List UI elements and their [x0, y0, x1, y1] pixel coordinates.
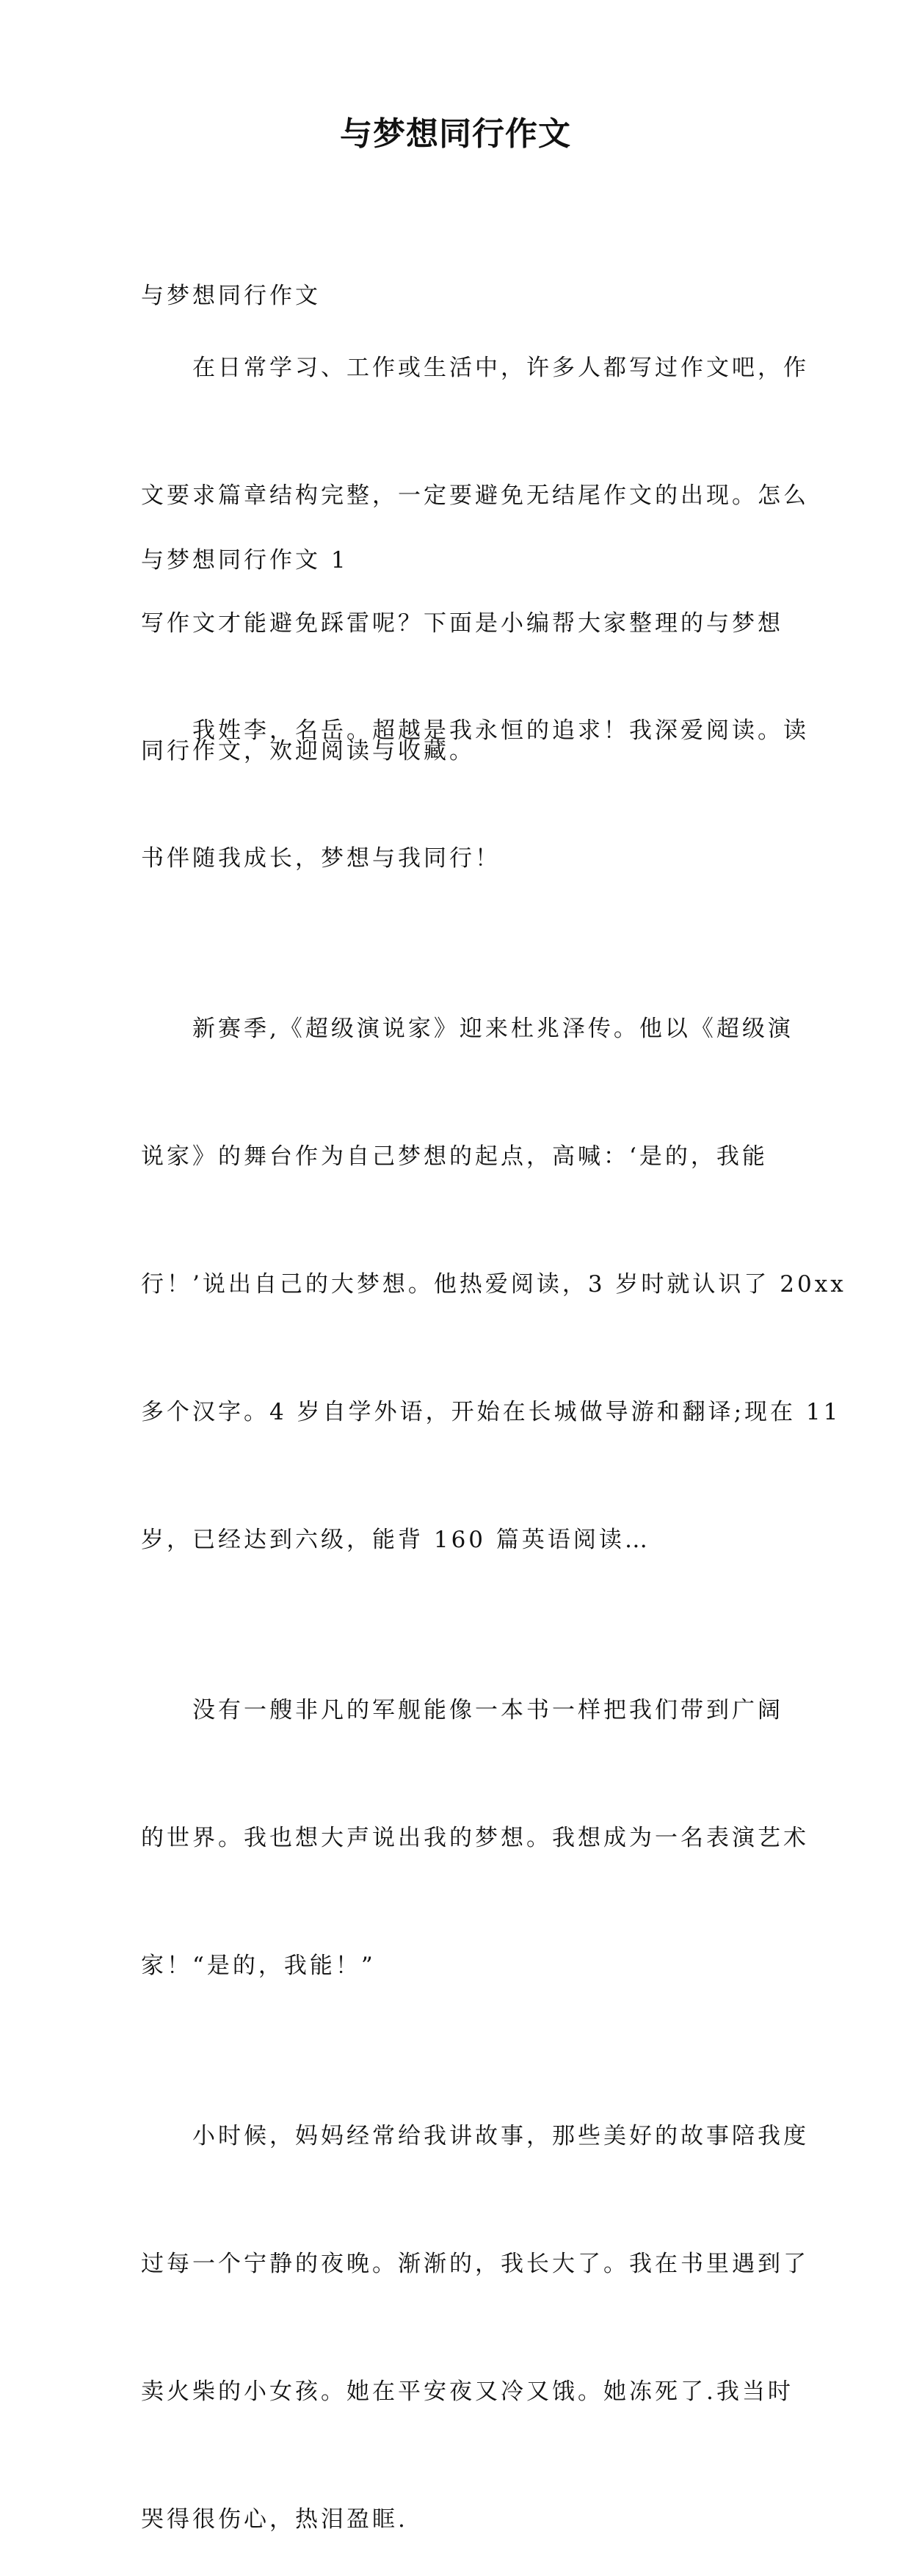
paragraph-line: 岁，已经达到六级，能背 160 篇英语阅读…	[141, 1527, 650, 1553]
paragraph-line: 小时候，妈妈经常给我讲故事，那些美好的故事陪我度	[192, 2123, 809, 2149]
paragraph-line: 哭得很伤心，热泪盈眶.	[141, 2506, 408, 2533]
paragraph-line: 我姓李，名岳。超越是我永恒的追求！我深爱阅读。读	[192, 717, 809, 744]
paragraph-line: 卖火柴的小女孩。她在平安夜又冷又饿。她冻死了.我当时	[141, 2378, 794, 2405]
subtitle-line: 与梦想同行作文	[141, 283, 321, 309]
paragraph-line: 没有一艘非凡的军舰能像一本书一样把我们带到广阔	[192, 1697, 783, 1723]
paragraph-line: 新赛季,《超级演说家》迎来杜兆泽传。他以《超级演	[192, 1016, 794, 1042]
paragraph-line: 书伴随我成长，梦想与我同行！	[141, 845, 501, 872]
paragraph-line: 的世界。我也想大声说出我的梦想。我想成为一名表演艺术	[141, 1825, 809, 1851]
intro-line: 写作文才能避免踩雷呢？下面是小编帮大家整理的与梦想	[141, 610, 783, 637]
essay-section	[141, 454, 846, 2576]
intro-line: 同行作文，欢迎阅读与收藏。	[141, 738, 475, 764]
paragraph-line: 家！“是的，我能！”	[141, 1953, 376, 1979]
section-heading: 与梦想同行作文 1	[141, 547, 349, 574]
paragraph-line: 过每一个宁静的夜晚。渐渐的，我长大了。我在书里遇到了	[141, 2251, 809, 2277]
intro-line: 在日常学习、工作或生活中，许多人都写过作文吧，作	[192, 355, 809, 381]
paragraph-line: 多个汉字。4 岁自学外语，开始在长城做导游和翻译;现在 11	[141, 1399, 841, 1425]
intro-line: 文要求篇章结构完整，一定要避免无结尾作文的出现。怎么	[141, 482, 809, 509]
paragraph-line: 行！’说出自己的大梦想。他热爱阅读，3 岁时就认识了 20xx	[141, 1271, 846, 1298]
paragraph-line: 说家》的舞台作为自己梦想的起点，高喊：‘是的，我能	[141, 1143, 768, 1170]
page-title: 与梦想同行作文	[340, 115, 571, 153]
